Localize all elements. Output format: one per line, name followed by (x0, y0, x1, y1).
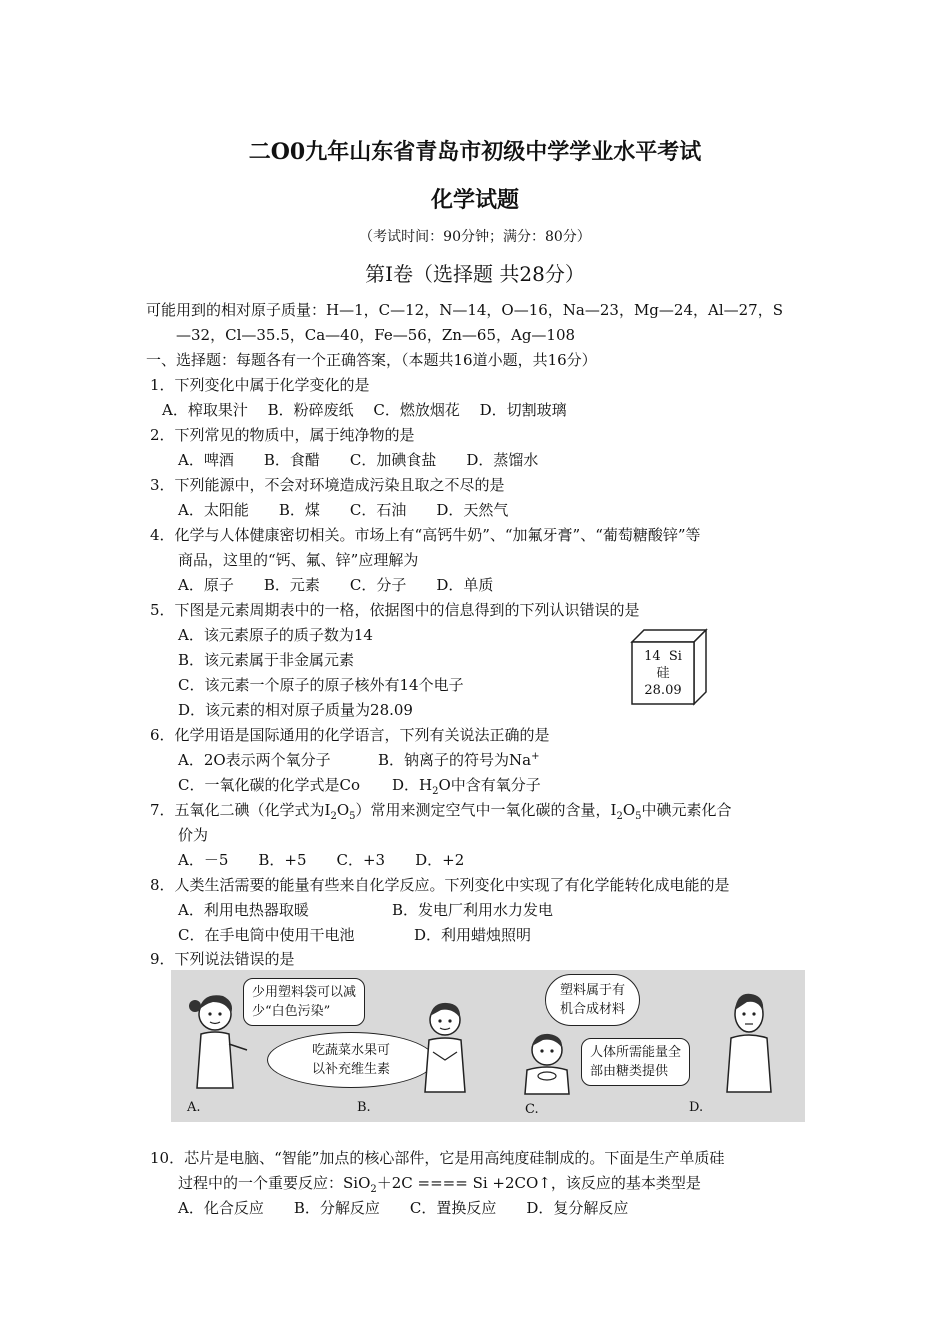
q8-option-b: B．发电厂利用水力发电 (392, 901, 554, 919)
cell-number-symbol: 14 Si (644, 649, 682, 664)
section-title: 第Ⅰ卷（选择题 共28分） (365, 262, 585, 286)
q3-stem: 3．下列能源中，不会对环境造成污染且取之不尽的是 (150, 476, 505, 494)
boy-figure-icon (415, 994, 475, 1094)
cartoon-label-d: D. (689, 1100, 704, 1115)
bubble-c: 塑料属于有 机合成材料 (545, 974, 640, 1026)
q5-option-d: D．该元素的相对原子质量为28.09 (178, 701, 413, 719)
q10-stem-line-2: 过程中的一个重要反应：SiO$_2$＋2C ==== Si +2CO↑，该反应的基本类型是 (178, 1174, 701, 1195)
q9-cartoon-strip (171, 970, 805, 1122)
bubble-d: 人体所需能量全 部由糖类提供 (581, 1038, 690, 1086)
exam-info: （考试时间：90分钟；满分：80分） (359, 229, 591, 245)
cartoon-label-c: C. (525, 1102, 539, 1117)
q6-option-c: C．一氧化碳的化学式是Co (178, 776, 360, 794)
cell-element-name: 硅 (656, 666, 670, 681)
q5-stem: 5．下图是元素周期表中的一格，依据图中的信息得到的下列认识错误的是 (150, 601, 640, 619)
q2-stem: 2．下列常见的物质中，属于纯净物的是 (150, 426, 415, 444)
q6-stem: 6．化学用语是国际通用的化学语言，下列有关说法正确的是 (150, 726, 550, 744)
q10-stem-line-1: 10．芯片是电脑、“智能”加点的核心部件，它是用高纯度硅制成的。下面是生产单质硅 (150, 1149, 725, 1167)
exam-main-title: 二O0九年山东省青岛市初级中学学业水平考试 (248, 139, 702, 165)
atomic-mass-line-1: 可能用到的相对原子质量：H—1，C—12，N—14，O—16，Na—23，Mg—24，Al—27，S (146, 301, 783, 319)
q4-stem-line-2: 商品，这里的“钙、氟、锌”应理解为 (178, 551, 419, 569)
q1-options: A．榨取果汁 B．粉碎废纸 C．燃放烟花 D．切割玻璃 (162, 401, 567, 419)
q4-stem-line-1: 4．化学与人体健康密切相关。市场上有“高钙牛奶”、“加氟牙膏”、“葡萄糖酸锌”等 (150, 526, 701, 544)
periodic-cell-text (632, 648, 694, 699)
q5-option-a: A．该元素原子的质子数为14 (178, 626, 373, 644)
q5-option-c: C．该元素一个原子的原子核外有14个电子 (178, 676, 464, 694)
q8-option-c: C．在手电筒中使用干电池 (178, 926, 355, 944)
bubble-b: 吃蔬菜水果可 以补充维生素 (267, 1032, 435, 1088)
q2-options: A．啤酒 B．食醋 C．加碘食盐 D．蒸馏水 (178, 451, 539, 469)
q1-stem: 1．下列变化中属于化学变化的是 (150, 376, 370, 394)
q6-option-d: D．$H_2O$中含有氧分子 (392, 776, 541, 797)
q6-option-a: A．2O表示两个氧分子 (178, 751, 331, 769)
q6-option-b: B．钠离子的符号为Na+ (378, 751, 540, 769)
q7-stem-line-1: 7．五氧化二碘（化学式为$I_2O_5$）常用来测定空气中一氧化碳的含量，$I_2O_5$中碘元素化合 (150, 801, 732, 822)
q10-options: A．化合反应 B．分解反应 C．置换反应 D．复分解反应 (178, 1199, 629, 1217)
atomic-mass-line-2: —32，Cl—35.5，Ca—40，Fe—56，Zn—65，Ag—108 (176, 326, 576, 344)
cell-atomic-mass: 28.09 (644, 683, 682, 698)
q4-options: A．原子 B．元素 C．分子 D．单质 (178, 576, 494, 594)
subject-title: 化学试题 (430, 187, 519, 213)
cartoon-label-a: A. (187, 1100, 201, 1115)
man-figure-icon (719, 984, 779, 1094)
q7-options: A．－5 B．+5 C．+3 D．+2 (178, 851, 465, 869)
bubble-a: 少用塑料袋可以减 少“白色污染” (243, 978, 365, 1026)
q8-option-a: A．利用电热器取暖 (178, 901, 309, 919)
q5-option-b: B．该元素属于非金属元素 (178, 651, 355, 669)
q8-option-d: D．利用蜡烛照明 (414, 926, 532, 944)
q9-stem: 9．下列说法错误的是 (150, 950, 295, 968)
q3-options: A．太阳能 B．煤 C．石油 D．天然气 (178, 501, 509, 519)
part-one-intro: 一、选择题：每题各有一个正确答案，（本题共16道小题，共16分） (146, 351, 597, 369)
q8-stem: 8．人类生活需要的能量有些来自化学反应。下列变化中实现了有化学能转化成电能的是 (150, 876, 730, 894)
cartoon-label-b: B. (357, 1100, 371, 1115)
q7-stem-line-2: 价为 (178, 826, 209, 844)
boy-thinking-figure-icon (515, 1030, 579, 1096)
